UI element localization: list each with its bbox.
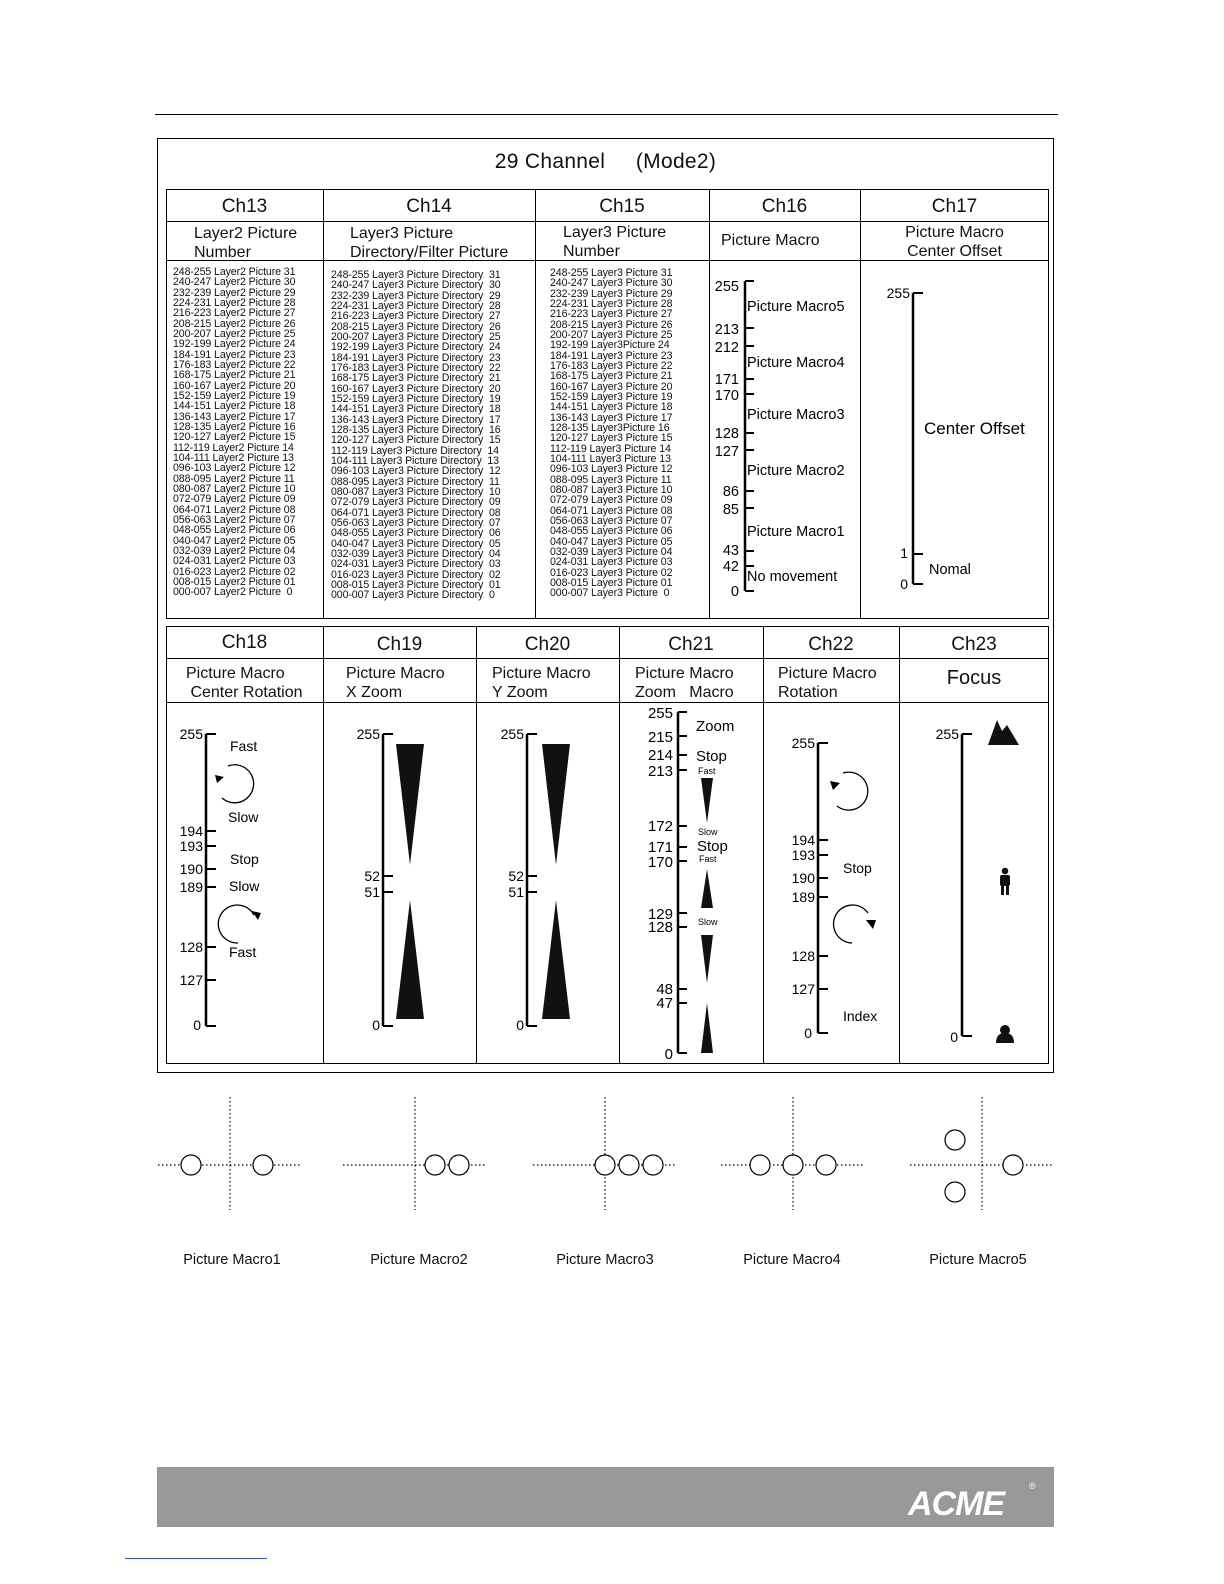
value-row: 096-103 Layer3 Picture Directory 12 [331, 465, 501, 478]
macro1-caption: Picture Macro1 [183, 1252, 281, 1268]
value-row: 224-231 Layer3 Picture 28 [550, 297, 673, 310]
value-row: 080-087 Layer3 Picture Directory 10 [331, 485, 501, 498]
tick-label: 52 [364, 868, 380, 884]
value-row: 168-175 Layer3 Picture Directory 21 [331, 372, 501, 385]
value-row: 152-159 Layer3 Picture Directory 19 [331, 392, 501, 405]
tick-label: 0 [516, 1017, 524, 1033]
speed-label: Fast [230, 738, 258, 754]
ch20-header: Ch20 [524, 634, 571, 655]
ch15-title: Layer3 Picture Number [563, 224, 667, 260]
value-row: 080-087 Layer3 Picture 10 [550, 483, 673, 496]
range-label: Center Offset [924, 419, 1025, 438]
tick-label: 171 [714, 372, 739, 388]
ch23-header: Ch23 [951, 634, 997, 655]
value-row: 000-007 Layer3 Picture 0 [550, 587, 670, 600]
macro3-circle [595, 1155, 615, 1175]
tick-label: 171 [647, 839, 673, 856]
macro1-circle [181, 1155, 201, 1175]
brand-logo-text: ACME [908, 1485, 1005, 1522]
value-row: 208-215 Layer2 Picture 26 [173, 317, 296, 330]
picture-macro-diagrams [150, 1090, 1060, 1220]
ch16-header: Ch16 [761, 196, 808, 217]
value-row: 088-095 Layer2 Picture 11 [173, 472, 295, 485]
value-row: 200-207 Layer3 Picture Directory 25 [331, 330, 501, 343]
rotate-ccw-icon [830, 772, 868, 810]
ch13-header: Ch13 [221, 196, 268, 217]
value-row: 104-111 Layer2 Picture 13 [173, 451, 294, 464]
value-row: 032-039 Layer2 Picture 04 [173, 544, 296, 557]
tick-label: 0 [900, 576, 908, 592]
ch22-header: Ch22 [808, 634, 854, 655]
macro4-circle [750, 1155, 770, 1175]
ch19-title: Picture Macro X Zoom [346, 665, 445, 701]
value-row: 208-215 Layer3 Picture 26 [550, 318, 673, 331]
acme-logo [902, 1477, 1052, 1522]
macro2-circle [425, 1155, 445, 1175]
ch22-scale [763, 703, 899, 1063]
macro3-circle [643, 1155, 663, 1175]
tick-label: 127 [791, 981, 815, 997]
value-row: 128-135 Layer3 Picture Directory 16 [331, 423, 501, 436]
value-row: 232-239 Layer3 Picture Directory 29 [331, 289, 501, 302]
value-row: 240-247 Layer3 Picture 30 [550, 277, 673, 290]
value-row: 072-079 Layer2 Picture 09 [173, 493, 296, 506]
value-row: 224-231 Layer2 Picture 28 [173, 296, 296, 309]
range-label: Stop [696, 748, 727, 765]
tick-label: 0 [664, 1046, 673, 1063]
value-row: 040-047 Layer3 Picture 05 [550, 535, 673, 548]
tick-label: 43 [722, 543, 739, 559]
zoom-wedge-up [542, 900, 570, 1019]
value-row: 024-031 Layer3 Picture Directory 03 [331, 558, 501, 571]
value-row: 000-007 Layer3 Picture Directory 0 [331, 589, 495, 602]
value-row: 200-207 Layer3 Picture 25 [550, 328, 673, 341]
value-row: 216-223 Layer2 Picture 27 [173, 307, 296, 320]
range-label: Picture Macro5 [747, 299, 845, 315]
value-row: 160-167 Layer2 Picture 20 [173, 379, 296, 392]
value-row: 064-071 Layer3 Picture Directory 08 [331, 506, 501, 519]
value-row: 088-095 Layer3 Picture Directory 11 [331, 475, 500, 488]
macro5-circle [1003, 1155, 1023, 1175]
tick-label: 255 [714, 279, 739, 295]
tick-label: 127 [179, 972, 203, 988]
tick-label: 255 [791, 735, 815, 751]
value-row: 176-183 Layer3 Picture Directory 22 [331, 361, 501, 374]
value-row: 192-199 Layer3Picture 24 [550, 339, 670, 352]
value-row: 040-047 Layer2 Picture 05 [173, 534, 296, 547]
macro2-caption: Picture Macro2 [370, 1252, 468, 1268]
value-row: 024-031 Layer3 Picture 03 [550, 556, 673, 569]
value-row: 216-223 Layer3 Picture Directory 27 [331, 310, 501, 323]
value-row: 248-255 Layer3 Picture 31 [550, 267, 673, 279]
registered-mark: ® [1029, 1481, 1036, 1491]
zoom-wedge-up [396, 900, 424, 1019]
value-row: 176-183 Layer2 Picture 22 [173, 358, 296, 371]
speed-label: Fast [699, 854, 717, 864]
tick-label: 86 [722, 484, 739, 500]
ch20-scale [476, 703, 619, 1063]
value-row: 224-231 Layer3 Picture Directory 28 [331, 299, 501, 312]
macro1-circle [253, 1155, 273, 1175]
ch17-scale [860, 261, 1049, 618]
value-row: 096-103 Layer3 Picture 12 [550, 463, 673, 476]
value-row: 088-095 Layer3 Picture 11 [550, 473, 672, 486]
tick-label: 213 [714, 322, 739, 338]
value-row: 096-103 Layer2 Picture 12 [173, 462, 296, 475]
tick-label: 0 [950, 1029, 958, 1045]
tick-label: 255 [179, 726, 203, 742]
tick-label: 193 [791, 847, 815, 863]
tick-label: 194 [179, 823, 203, 839]
value-row: 144-151 Layer3 Picture Directory 18 [331, 403, 501, 416]
ch18-title: Picture Macro Center Rotation [186, 665, 303, 701]
zoom-wedge-down [542, 744, 570, 865]
value-row: 008-015 Layer3 Picture Directory 01 [331, 578, 501, 591]
value-row: 248-255 Layer3 Picture Directory 31 [331, 269, 501, 281]
tick-label: 0 [193, 1017, 201, 1033]
value-row: 232-239 Layer2 Picture 29 [173, 286, 296, 299]
ch13-title: Layer2 Picture Number [194, 225, 298, 261]
tick-label: 85 [722, 502, 739, 518]
zoom-wedge-down [396, 744, 424, 865]
value-row: 048-055 Layer2 Picture 06 [173, 524, 296, 537]
ch17-header: Ch17 [931, 196, 978, 217]
ch17-title: Picture Macro Center Offset [905, 224, 1004, 260]
range-label: Stop [697, 838, 728, 855]
ch20-title: Picture Macro Y Zoom [492, 665, 591, 701]
value-row: 248-255 Layer2 Picture 31 [173, 266, 296, 278]
range-label: Nomal [929, 562, 971, 578]
tick-label: 0 [730, 584, 739, 600]
tick-label: 128 [714, 426, 739, 442]
value-row: 072-079 Layer3 Picture Directory 09 [331, 496, 501, 509]
value-row: 056-063 Layer2 Picture 07 [173, 513, 296, 526]
value-row: 104-111 Layer3 Picture 13 [550, 452, 671, 465]
macro5-circle [945, 1182, 965, 1202]
tick-label: 213 [647, 763, 673, 780]
value-row: 216-223 Layer3 Picture 27 [550, 308, 673, 321]
portrait-icon [996, 1025, 1014, 1043]
range-label: Index [843, 1008, 878, 1024]
tick-label: 215 [647, 729, 673, 746]
value-row: 152-159 Layer2 Picture 19 [173, 389, 296, 402]
value-row: 016-023 Layer3 Picture Directory 02 [331, 568, 501, 581]
speed-label: Slow [698, 917, 718, 927]
rotate-cw-icon [218, 905, 261, 943]
tick-label: 1 [900, 545, 908, 561]
rotate-ccw-icon [215, 765, 254, 803]
page-title: 29 Channel (Mode2) [494, 150, 717, 173]
value-row: 032-039 Layer3 Picture Directory 04 [331, 547, 501, 560]
ch19-header: Ch19 [376, 634, 423, 655]
value-row: 016-023 Layer3 Picture 02 [550, 566, 673, 579]
tick-label: 52 [508, 868, 524, 884]
value-row: 144-151 Layer2 Picture 18 [173, 400, 296, 413]
value-row: 240-247 Layer2 Picture 30 [173, 276, 296, 289]
tick-label: 170 [714, 388, 739, 404]
value-row: 232-239 Layer3 Picture 29 [550, 287, 673, 300]
value-row: 048-055 Layer3 Picture Directory 06 [331, 527, 501, 540]
macro5-caption: Picture Macro5 [929, 1252, 1027, 1268]
zoom-wedge-up [701, 869, 713, 908]
range-label: Picture Macro1 [747, 524, 845, 540]
tick-label: 127 [714, 444, 739, 460]
value-row: 128-135 Layer3Picture 16 [550, 421, 670, 434]
value-row: 200-207 Layer2 Picture 25 [173, 327, 296, 340]
bottom-link-rule [125, 1558, 267, 1559]
tick-label: 255 [647, 705, 673, 722]
ch14-value-list [331, 270, 501, 601]
ch15-value-list [550, 268, 672, 599]
tick-label: 128 [179, 939, 203, 955]
tick-label: 194 [791, 832, 815, 848]
header-rule [155, 114, 1058, 115]
person-icon [1000, 868, 1010, 895]
macro2-circle [449, 1155, 469, 1175]
value-row: 144-151 Layer3 Picture 18 [550, 401, 673, 414]
ch21-title: Picture Macro Zoom Macro [635, 665, 734, 701]
value-row: 032-039 Layer3 Picture 04 [550, 545, 673, 558]
macro3-caption: Picture Macro3 [556, 1252, 654, 1268]
zoom-wedge-up [701, 1003, 713, 1053]
speed-label: Stop [230, 851, 259, 867]
tick-label: 48 [656, 981, 673, 998]
tick-label: 128 [647, 919, 673, 936]
tick-label: 128 [791, 948, 815, 964]
range-label: Zoom [696, 718, 735, 735]
ch18-scale [166, 703, 323, 1063]
value-row: 192-199 Layer3 Picture Directory 24 [331, 341, 501, 354]
ch21-scale [619, 703, 763, 1063]
value-row: 128-135 Layer2 Picture 16 [173, 420, 296, 433]
ch14-title: Layer3 Picture Directory/Filter Picture [350, 225, 509, 261]
tick-label: 189 [179, 879, 203, 895]
value-row: 192-199 Layer2 Picture 24 [173, 338, 296, 351]
value-row: 184-191 Layer3 Picture Directory 23 [331, 351, 501, 364]
tick-label: 212 [714, 340, 739, 356]
tick-label: 255 [886, 285, 910, 301]
value-row: 040-047 Layer3 Picture Directory 05 [331, 537, 501, 550]
tick-label: 51 [508, 884, 524, 900]
speed-label: Slow [229, 878, 260, 894]
range-label: Picture Macro2 [747, 463, 845, 479]
ch23-title: Focus [946, 667, 1002, 689]
tick-label: 255 [500, 726, 524, 742]
speed-label: Slow [228, 809, 259, 825]
range-label: Picture Macro4 [747, 355, 845, 371]
range-label: Picture Macro3 [747, 407, 845, 423]
tick-label: 47 [656, 995, 673, 1012]
value-row: 008-015 Layer3 Picture 01 [550, 576, 673, 589]
zoom-wedge-down [701, 778, 713, 823]
tick-label: 190 [791, 870, 815, 886]
value-row: 240-247 Layer3 Picture Directory 30 [331, 279, 501, 292]
value-row: 120-127 Layer3 Picture 15 [550, 432, 673, 445]
tick-label: 214 [647, 747, 673, 764]
tick-label: 0 [372, 1017, 380, 1033]
macro5-circle [945, 1130, 965, 1150]
value-row: 080-087 Layer2 Picture 10 [173, 482, 296, 495]
value-row: 120-127 Layer2 Picture 15 [173, 431, 296, 444]
value-row: 184-191 Layer3 Picture 23 [550, 349, 673, 362]
range-label: No movement [747, 569, 838, 585]
value-row: 136-143 Layer3 Picture Directory 17 [331, 413, 501, 426]
value-row: 152-159 Layer3 Picture 19 [550, 390, 673, 403]
macro4-circle [783, 1155, 803, 1175]
tick-label: 193 [179, 838, 203, 854]
ch16-title: Picture Macro [721, 232, 820, 249]
value-row: 184-191 Layer2 Picture 23 [173, 348, 296, 361]
speed-label: Fast [229, 944, 257, 960]
value-row: 064-071 Layer2 Picture 08 [173, 503, 296, 516]
value-row: 000-007 Layer2 Picture 0 [173, 586, 293, 599]
tick-label: 255 [935, 726, 959, 742]
value-row: 176-183 Layer3 Picture 22 [550, 359, 673, 372]
ch23-scale [899, 703, 1049, 1063]
ch21-header: Ch21 [668, 634, 714, 655]
value-row: 136-143 Layer3 Picture 17 [550, 411, 673, 424]
macro3-circle [619, 1155, 639, 1175]
speed-label: Fast [698, 766, 716, 776]
ch16-scale [709, 261, 860, 618]
mountain-icon [988, 720, 1019, 745]
value-row: 120-127 Layer3 Picture Directory 15 [331, 434, 501, 447]
rotate-cw-icon [834, 905, 876, 943]
value-row: 024-031 Layer2 Picture 03 [173, 555, 296, 568]
value-row: 056-063 Layer3 Picture 07 [550, 514, 673, 527]
tick-label: 129 [647, 906, 673, 923]
tick-label: 170 [647, 854, 673, 871]
zoom-wedge-down [701, 935, 713, 983]
value-row: 016-023 Layer2 Picture 02 [173, 565, 296, 578]
value-row: 136-143 Layer2 Picture 17 [173, 410, 296, 423]
ch13-value-list [173, 267, 295, 598]
ch19-scale [323, 703, 476, 1063]
value-row: 168-175 Layer3 Picture 21 [550, 370, 673, 383]
value-row: 048-055 Layer3 Picture 06 [550, 525, 673, 538]
value-row: 112-119 Layer3 Picture 14 [550, 442, 671, 455]
value-row: 064-071 Layer3 Picture 08 [550, 504, 673, 517]
tick-label: 42 [722, 559, 739, 575]
value-row: 104-111 Layer3 Picture Directory 13 [331, 454, 499, 467]
value-row: 160-167 Layer3 Picture 20 [550, 380, 673, 393]
tick-label: 0 [804, 1025, 812, 1041]
value-row: 072-079 Layer3 Picture 09 [550, 494, 673, 507]
ch15-header: Ch15 [599, 196, 645, 217]
speed-label: Slow [698, 827, 718, 837]
macro4-circle [816, 1155, 836, 1175]
value-row: 112-119 Layer3 Picture Directory 14 [331, 444, 499, 457]
footer-bar [157, 1467, 1054, 1527]
value-row: 208-215 Layer3 Picture Directory 26 [331, 320, 501, 333]
tick-label: 172 [647, 818, 673, 835]
tick-label: 51 [364, 884, 380, 900]
value-row: 160-167 Layer3 Picture Directory 20 [331, 382, 501, 395]
tick-label: 189 [791, 889, 815, 905]
ch22-title: Picture Macro Rotation [778, 665, 877, 701]
value-row: 168-175 Layer2 Picture 21 [173, 369, 296, 382]
range-label: Stop [843, 860, 872, 876]
tick-label: 255 [356, 726, 380, 742]
ch14-header: Ch14 [406, 196, 452, 217]
ch18-header: Ch18 [221, 632, 268, 653]
value-row: 008-015 Layer2 Picture 01 [173, 575, 296, 588]
value-row: 112-119 Layer2 Picture 14 [173, 441, 294, 454]
value-row: 056-063 Layer3 Picture Directory 07 [331, 516, 501, 529]
macro4-caption: Picture Macro4 [743, 1252, 841, 1268]
tick-label: 190 [179, 861, 203, 877]
